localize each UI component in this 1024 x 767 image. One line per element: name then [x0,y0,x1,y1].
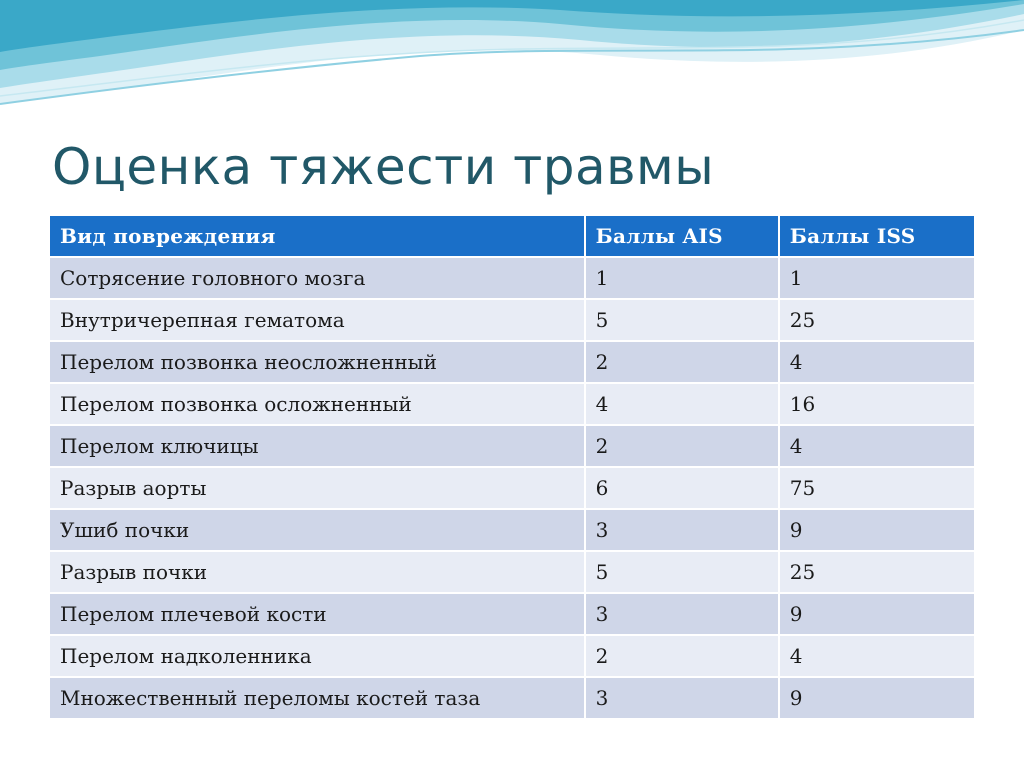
table-row [50,342,974,384]
iss-score-cell: 4 [780,636,974,678]
table-row [50,636,974,678]
table-body [50,258,974,720]
ais-score-cell: 3 [586,678,780,720]
iss-score-cell: 1 [780,258,974,300]
injury-type-cell: Перелом позвонка осложненный [50,384,586,426]
decorative-wave-header [0,0,1024,120]
injury-type-cell: Перелом плечевой кости [50,594,586,636]
table-row [50,594,974,636]
ais-score-cell: 3 [586,510,780,552]
iss-score-cell: 9 [780,594,974,636]
page-title: Оценка тяжести травмы [52,138,715,196]
injury-type-cell: Сотрясение головного мозга [50,258,586,300]
iss-score-cell: 16 [780,384,974,426]
table-row [50,258,974,300]
ais-score-cell: 1 [586,258,780,300]
injury-type-cell: Разрыв аорты [50,468,586,510]
iss-score-cell: 75 [780,468,974,510]
table-header-row [50,216,974,258]
column-header-ais-score: Баллы AIS [586,216,780,258]
iss-score-cell: 25 [780,300,974,342]
injury-type-cell: Перелом позвонка неосложненный [50,342,586,384]
column-header-iss-score: Баллы ISS [780,216,974,258]
ais-score-cell: 2 [586,342,780,384]
injury-type-cell: Ушиб почки [50,510,586,552]
iss-score-cell: 4 [780,426,974,468]
injury-type-cell: Разрыв почки [50,552,586,594]
ais-score-cell: 3 [586,594,780,636]
injury-type-cell: Множественный переломы костей таза [50,678,586,720]
column-header-injury-type: Вид повреждения [50,216,586,258]
table-row [50,510,974,552]
ais-score-cell: 2 [586,636,780,678]
table-row [50,552,974,594]
table-row [50,300,974,342]
ais-score-cell: 2 [586,426,780,468]
ais-score-cell: 5 [586,552,780,594]
injury-type-cell: Перелом надколенника [50,636,586,678]
table-header [50,216,974,258]
table-row [50,678,974,720]
iss-score-cell: 25 [780,552,974,594]
injury-severity-table [50,216,974,720]
ais-score-cell: 5 [586,300,780,342]
table-row [50,468,974,510]
table-row [50,426,974,468]
iss-score-cell: 4 [780,342,974,384]
iss-score-cell: 9 [780,510,974,552]
ais-score-cell: 6 [586,468,780,510]
injury-type-cell: Перелом ключицы [50,426,586,468]
ais-score-cell: 4 [586,384,780,426]
table-row [50,384,974,426]
injury-type-cell: Внутричерепная гематома [50,300,586,342]
iss-score-cell: 9 [780,678,974,720]
